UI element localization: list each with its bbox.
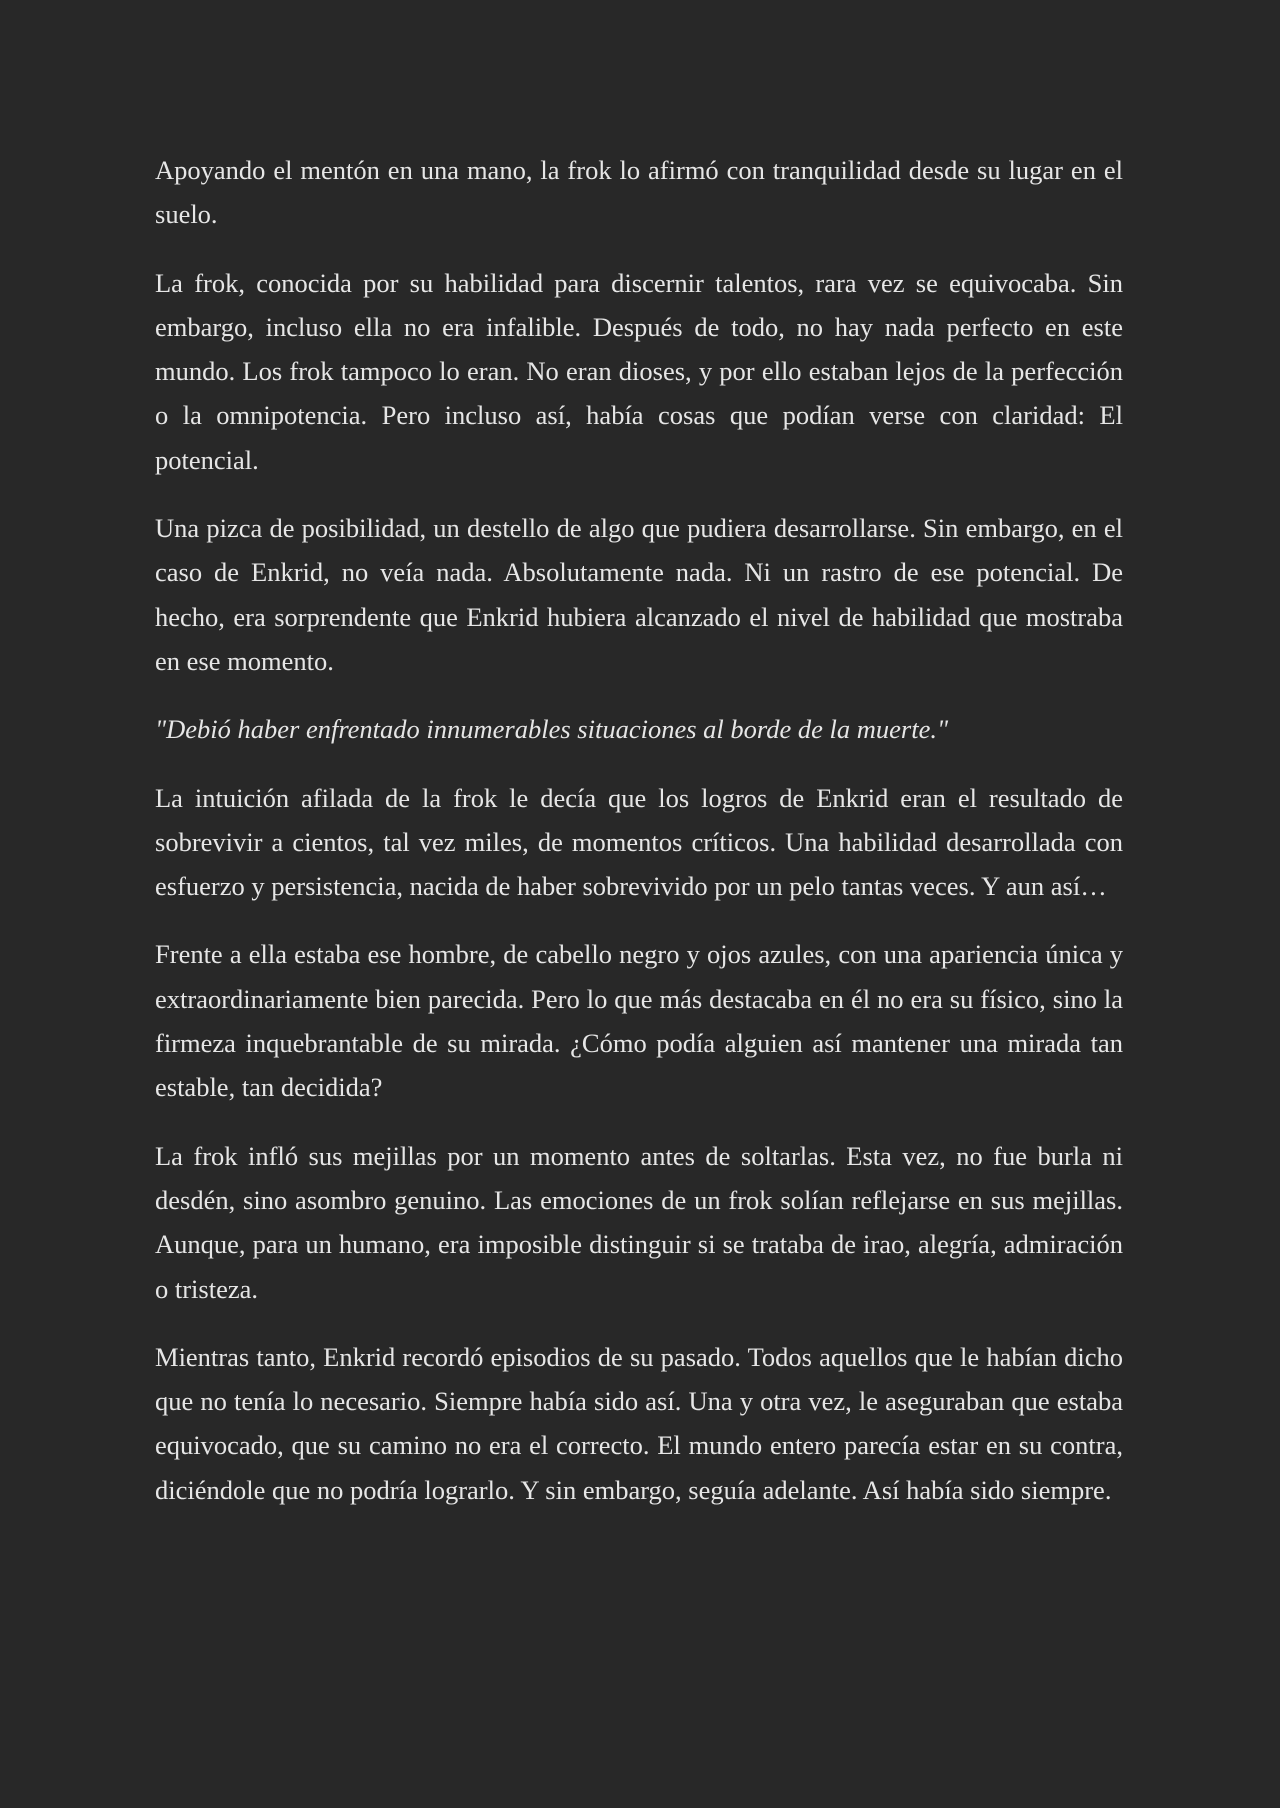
paragraph-3: Una pizca de posibilidad, un destello de algo que pudiera desarrollarse. Sin embargo, en el caso de Enkrid, no veía nada. Absolutamente nada. Ni un rastro de ese potencial. De hecho, era sorprendente que Enkrid hubiera alcanzado el nivel de habilidad que mostraba en ese momento. [155,513,1123,676]
reader-content [155,148,1123,1536]
paragraph-7: La frok infló sus mejillas por un momento antes de soltarlas. Esta vez, no fue burla ni desdén, sino asombro genuino. Las emociones de un frok solían reflejarse en sus mejillas. Aunque, para un humano, era imposible distinguir si se trataba de irao, alegría, admiración o tristeza. [155,1140,1123,1304]
paragraph-8: Mientras tanto, Enkrid recordó episodios de su pasado. Todos aquellos que le habían dicho que no tenía lo necesario. Siempre había sido así. Una y otra vez, le aseguraban que estaba equivocado, que su camino no era el correcto. El mundo entero parecía estar en su contra, diciéndole que no podría lograrlo. Y sin embargo, seguía adelante. Así había sido siempre. [155,1341,1123,1505]
paragraph-4-italic-thought: "Debió haber enfrentado innumerables situaciones al borde de la muerte." [155,714,949,745]
paragraph-6: Frente a ella estaba ese hombre, de cabello negro y ojos azules, con una apariencia única y extraordinariamente bien parecida. Pero lo que más destacaba en él no era su físico, sino la firmeza inquebrantable de su mirada. ¿Cómo podía alguien así mantener una mirada tan estable, tan decidida? [155,939,1123,1103]
paragraph-2: La frok, conocida por su habilidad para discernir talentos, rara vez se equivocaba. Sin embargo, incluso ella no era infalible. Después de todo, no hay nada perfecto en este mundo. Los frok tampoco lo eran. No eran dioses, y por ello estaban lejos de la perfección o la omnipotencia. Pero incluso así, había cosas que podían verse con claridad: El potencial. [155,267,1123,475]
paragraph-5: La intuición afilada de la frok le decía que los logros de Enkrid eran el resultado de sobrevivir a cientos, tal vez miles, de momentos críticos. Una habilidad desarrollada con esfuerzo y persistencia, nacida de haber sobrevivido por un pelo tantas veces. Y aun así… [155,782,1123,902]
paragraph-1: Apoyando el mentón en una mano, la frok lo afirmó con tranquilidad desde su lugar en el suelo. [155,155,1123,230]
